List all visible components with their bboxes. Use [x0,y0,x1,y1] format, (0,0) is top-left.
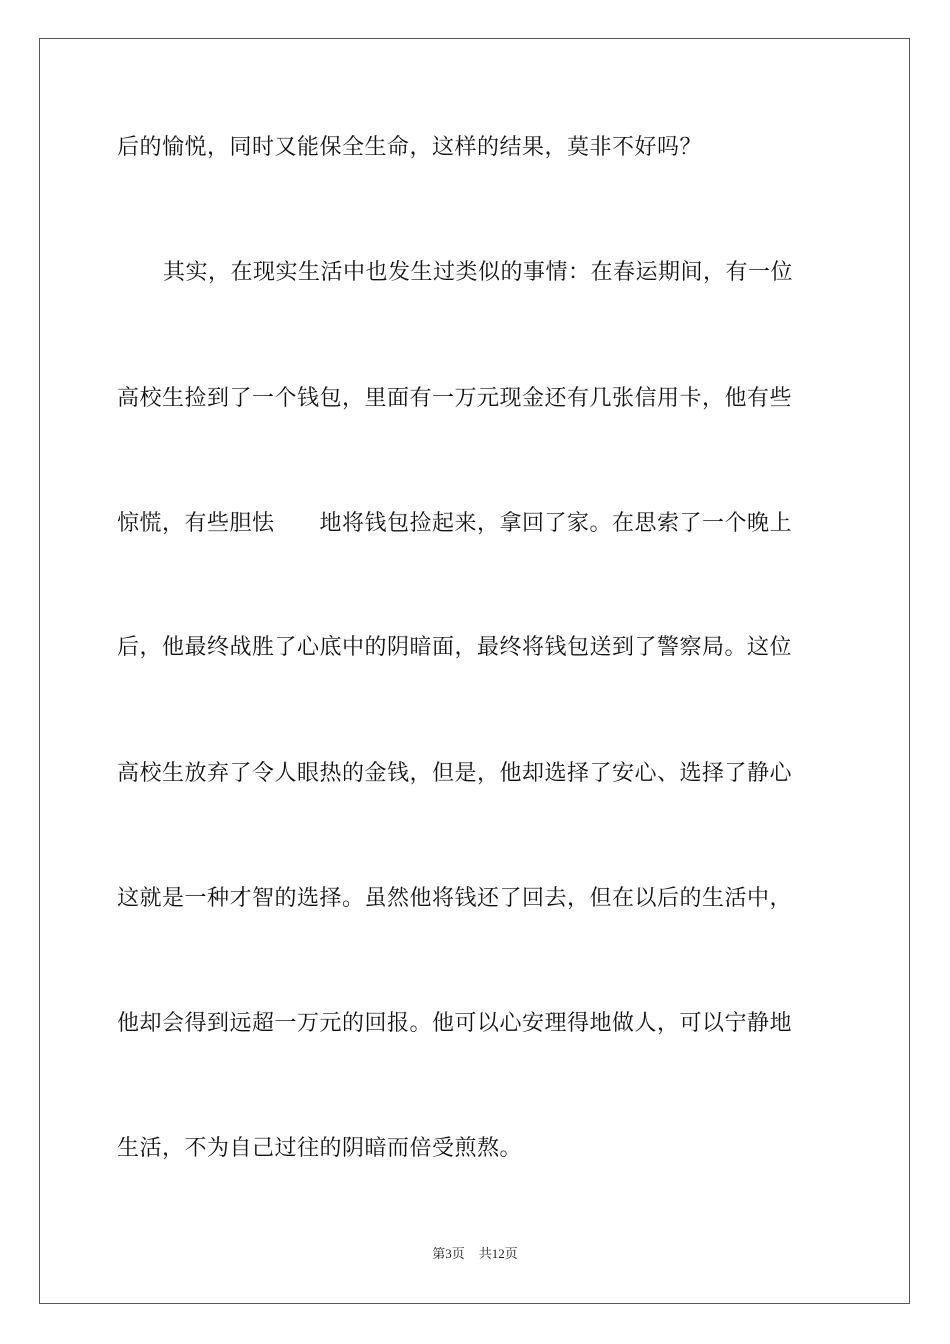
body-line-9: 生活，不为自己过往的阴暗而倍受煎熬。 [117,1136,523,1161]
body-line-8: 他却会得到远超一万元的回报。他可以心安理得地做人，可以宁静地 [117,1011,793,1036]
body-line-6: 高校生放弃了令人眼热的金钱，但是，他却选择了安心、选择了静心 [117,761,793,786]
body-line-7: 这就是一种才智的选择。虽然他将钱还了回去，但在以后的生活中， [117,886,793,911]
page-total: 共12页 [478,1246,518,1261]
page-number: 第3页 [432,1246,465,1261]
body-line-4: 惊慌，有些胆怯 地将钱包捡起来，拿回了家。在思索了一个晚上 [117,511,793,536]
body-line-2: 其实，在现实生活中也发生过类似的事情：在春运期间，有一位 [163,260,794,285]
body-line-5: 后，他最终战胜了心底中的阴暗面，最终将钱包送到了警察局。这位 [117,635,793,660]
page-border [39,38,910,1304]
body-line-3: 高校生捡到了一个钱包，里面有一万元现金还有几张信用卡，他有些 [117,386,793,411]
body-line-1: 后的愉悦，同时又能保全生命，这样的结果，莫非不好吗？ [117,135,703,160]
page-footer [0,1245,950,1263]
